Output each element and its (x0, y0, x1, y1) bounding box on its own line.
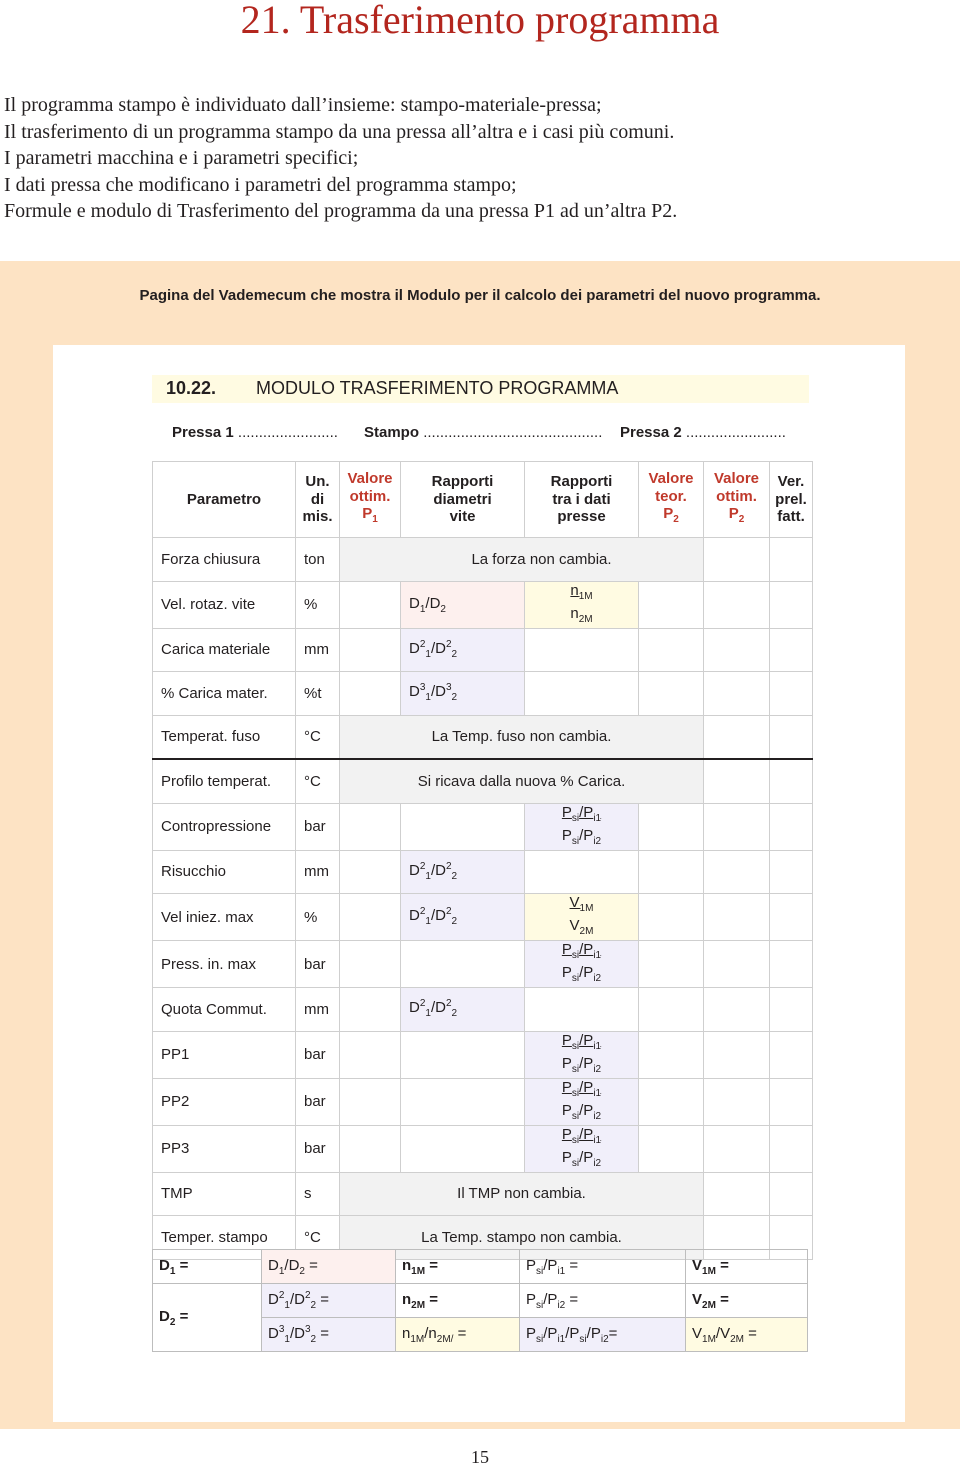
value-cell[interactable] (704, 1125, 770, 1172)
stampo-dots: ........................................... (423, 424, 603, 441)
value-cell[interactable] (340, 628, 401, 672)
param-cell: Quota Commut. (153, 988, 296, 1032)
formula-psi-ratio[interactable]: $P_{si}/P_{i1}/P_{si}/P_{i2}=$ (520, 1318, 686, 1352)
d2-cell[interactable]: $D_2$ = (153, 1284, 262, 1352)
intro-line: Formule e modulo di Trasferimento del programma da una pressa P1 ad un’altra P2. (4, 200, 678, 222)
unit-cell: ton (296, 538, 340, 582)
value-cell[interactable] (704, 715, 770, 759)
diam-ratio-cell (401, 941, 525, 988)
intro-line: Il trasferimento di un programma stampo da una pressa all’altra e i casi più comuni. (4, 120, 675, 143)
stampo-label: Stampo (364, 424, 420, 441)
check-cell[interactable] (770, 759, 813, 803)
param-cell: PP3 (153, 1125, 296, 1172)
value-cell[interactable] (340, 1125, 401, 1172)
pressa2-dots: ........................ (685, 424, 786, 441)
module-title: MODULO TRASFERIMENTO PROGRAMMA (256, 378, 619, 398)
unit-cell: bar (296, 1125, 340, 1172)
unit-cell: mm (296, 988, 340, 1032)
table-row (153, 538, 813, 582)
value-cell[interactable] (340, 894, 401, 941)
press-ratio-cell: $P_{si}/P_{i1}$ $P_{si}/P_{i2}$ (525, 1078, 639, 1125)
value-cell[interactable] (639, 581, 704, 628)
value-cell[interactable] (639, 941, 704, 988)
value-cell[interactable] (340, 1078, 401, 1125)
diam-ratio-cell: $D_1/D_2$ (401, 581, 525, 628)
table-row (153, 581, 813, 628)
table-row (153, 894, 813, 941)
formula-n2m[interactable]: $n_{2M}$ = (396, 1284, 520, 1318)
param-cell: Contropressione (153, 803, 296, 850)
check-cell[interactable] (770, 538, 813, 582)
figure-caption: Pagina del Vademecum che mostra il Modulo per il calcolo dei parametri del nuovo programma. (139, 287, 821, 304)
param-cell: Vel. rotaz. vite (153, 581, 296, 628)
param-cell: PP2 (153, 1078, 296, 1125)
unit-cell: % (296, 581, 340, 628)
formula-table (152, 1249, 808, 1352)
check-cell[interactable] (770, 715, 813, 759)
formula-row (153, 1250, 808, 1284)
formula-psi-pi2[interactable]: $P_{si}/P_{i2}$ = (520, 1284, 686, 1318)
press-ratio-cell (525, 672, 639, 716)
unit-cell: mm (296, 628, 340, 672)
press-ratio-cell (525, 988, 639, 1032)
press-ratio-cell (525, 850, 639, 894)
value-cell[interactable] (639, 850, 704, 894)
press-ratio-cell: $V_{1M}$ $V_{2M}$ (525, 894, 639, 941)
check-cell[interactable] (770, 581, 813, 628)
module-number: 10.22. (166, 378, 217, 398)
header-valore-p2 (704, 462, 770, 538)
note-cell: Si ricava dalla nuova % Carica. (340, 759, 704, 803)
check-cell[interactable] (770, 803, 813, 850)
press-ratio-cell: $P_{si}/P_{i1}$ $P_{si}/P_{i2}$ (525, 1125, 639, 1172)
unit-cell: % (296, 894, 340, 941)
param-cell: Temper. stampo (153, 1216, 296, 1260)
table-row (153, 1125, 813, 1172)
check-cell[interactable] (770, 1078, 813, 1125)
formula-d1-d2[interactable]: $D_1/D_2$ = (262, 1250, 396, 1284)
check-cell[interactable] (770, 1125, 813, 1172)
header-unit-l3: mis. (302, 508, 333, 526)
press-ratio-cell: $P_{si}/P_{i1}$ $P_{si}/P_{i2}$ (525, 941, 639, 988)
check-cell[interactable] (770, 1031, 813, 1078)
pressa1-dots: ........................ (237, 424, 338, 441)
param-cell: Vel iniez. max (153, 894, 296, 941)
press-ratio-cell: $P_{si}/P_{i1}$ $P_{si}/P_{i2}$ (525, 1031, 639, 1078)
value-cell[interactable] (340, 581, 401, 628)
header-rd-l3: vite (449, 508, 476, 526)
diam-ratio-cell: $D^3_1/D^3_2$ (401, 672, 525, 716)
header-rp-l3: presse (557, 508, 606, 526)
note-cell: La forza non cambia. (340, 538, 704, 582)
header-unit (296, 462, 340, 538)
header-vt-l1: Valore (648, 470, 694, 488)
value-cell[interactable] (704, 1031, 770, 1078)
diam-ratio-cell (401, 1078, 525, 1125)
pressa1-field (172, 424, 338, 441)
page-number: 15 (471, 1447, 489, 1467)
unit-cell: bar (296, 1031, 340, 1078)
table-row (153, 672, 813, 716)
value-cell[interactable] (704, 988, 770, 1032)
check-cell[interactable] (770, 894, 813, 941)
diam-ratio-cell (401, 803, 525, 850)
header-rapporti-presse (525, 462, 639, 538)
param-cell: Forza chiusura (153, 538, 296, 582)
diam-ratio-cell (401, 1125, 525, 1172)
param-cell: TMP (153, 1172, 296, 1216)
unit-cell: %t (296, 672, 340, 716)
value-cell[interactable] (704, 672, 770, 716)
value-cell[interactable] (340, 988, 401, 1032)
value-cell[interactable] (704, 1078, 770, 1125)
param-cell: Profilo temperat. (153, 759, 296, 803)
diam-ratio-cell (401, 1031, 525, 1078)
d1-cell[interactable]: $D_1$ = (153, 1250, 262, 1284)
formula-d31-d32[interactable]: $D^3_1/D^3_2$ = (262, 1318, 396, 1352)
value-cell[interactable] (704, 759, 770, 803)
header-valore-p1-l3: $P_1$ (362, 505, 378, 526)
check-cell[interactable] (770, 941, 813, 988)
value-cell[interactable] (639, 628, 704, 672)
value-cell[interactable] (704, 581, 770, 628)
formula-row (153, 1284, 808, 1318)
header-unit-l1: Un. (305, 473, 330, 491)
unit-cell: °C (296, 1216, 340, 1260)
diam-ratio-cell: $D^2_1/D^2_2$ (401, 628, 525, 672)
check-cell[interactable] (770, 988, 813, 1032)
formula-d21-d22[interactable]: $D^2_1/D^2_2$ = (262, 1284, 396, 1318)
intro-line: I dati pressa che modificano i parametri del programma stampo; (4, 173, 517, 196)
header-parametro: Parametro (153, 462, 296, 538)
unit-cell: bar (296, 941, 340, 988)
unit-cell: bar (296, 803, 340, 850)
diam-ratio-cell: $D^2_1/D^2_2$ (401, 988, 525, 1032)
diam-ratio-cell: $D^2_1/D^2_2$ (401, 894, 525, 941)
unit-cell: bar (296, 1078, 340, 1125)
value-cell[interactable] (639, 894, 704, 941)
press-ratio-cell (525, 628, 639, 672)
value-cell[interactable] (704, 894, 770, 941)
table-row (153, 988, 813, 1032)
table-row (153, 715, 813, 759)
note-cell: La Temp. stampo non cambia. (340, 1216, 704, 1260)
param-cell: Carica materiale (153, 628, 296, 672)
check-cell[interactable] (770, 672, 813, 716)
header-rp-l2: tra i dati (552, 490, 611, 508)
value-cell[interactable] (704, 1172, 770, 1216)
header-unit-l2: di (310, 490, 325, 508)
header-verifica (770, 462, 813, 538)
header-vt-l3: $P_2$ (663, 505, 679, 526)
param-cell: % Carica mater. (153, 672, 296, 716)
check-cell[interactable] (770, 1172, 813, 1216)
press-ratio-cell: $P_{si}/P_{i1}$ $P_{si}/P_{i2}$ (525, 803, 639, 850)
intro-text (4, 92, 677, 225)
header-valore-p1-l1: Valore (347, 470, 393, 488)
table-row (153, 941, 813, 988)
table-row (153, 1031, 813, 1078)
header-ver-l3: fatt. (777, 508, 805, 526)
press-ratio-cell: $n_{1M}$ $n_{2M}$ (525, 581, 639, 628)
value-cell[interactable] (639, 988, 704, 1032)
header-rp-l1: Rapporti (550, 473, 613, 491)
check-cell[interactable] (770, 628, 813, 672)
value-cell[interactable] (704, 941, 770, 988)
value-cell[interactable] (639, 672, 704, 716)
unit-cell: mm (296, 850, 340, 894)
param-cell: Temperat. fuso (153, 715, 296, 759)
formula-v2m[interactable]: $V_{2M}$ = (686, 1284, 808, 1318)
intro-line: Il programma stampo è individuato dall’insieme: stampo-materiale-pressa; (4, 94, 602, 116)
header-vp2-l3: $P_2$ (728, 505, 745, 526)
diam-ratio-cell: $D^2_1/D^2_2$ (401, 850, 525, 894)
formula-n1m-n2m[interactable]: $n_{1M}/n_{2M/}$ = (396, 1318, 520, 1352)
header-rd-l2: diametri (433, 490, 492, 508)
pressa2-field (620, 424, 786, 441)
note-cell: La Temp. fuso non cambia. (340, 715, 704, 759)
note-cell: Il TMP non cambia. (340, 1172, 704, 1216)
header-valore-p1-l2: ottim. (349, 487, 391, 505)
value-cell[interactable] (340, 1031, 401, 1078)
unit-cell: °C (296, 715, 340, 759)
page-title: 21. Trasferimento programma (240, 0, 720, 42)
value-cell[interactable] (639, 1031, 704, 1078)
table-row (153, 803, 813, 850)
pressa2-label: Pressa 2 (620, 424, 682, 441)
header-vp2-l1: Valore (713, 470, 760, 488)
header-ver-l1: Ver. (777, 473, 805, 491)
header-rd-l1: Rapporti (431, 473, 494, 491)
transfer-table (152, 461, 813, 1260)
param-cell: Press. in. max (153, 941, 296, 988)
formula-psi-pi1[interactable]: $P_{si}/P_{i1}$ = (520, 1250, 686, 1284)
unit-cell: °C (296, 759, 340, 803)
value-cell[interactable] (340, 941, 401, 988)
value-cell[interactable] (704, 803, 770, 850)
module-header (152, 375, 809, 403)
intro-line: I parametri macchina e i parametri specifici; (4, 147, 359, 169)
value-cell[interactable] (704, 850, 770, 894)
formula-v1m-v2m[interactable]: $V_{1M}/V_{2M}$ = (686, 1318, 808, 1352)
table-row (153, 1078, 813, 1125)
header-vp2-l2: ottim. (716, 487, 757, 505)
table-row (153, 850, 813, 894)
formula-v1m[interactable]: $V_{1M}$ = (686, 1250, 808, 1284)
value-cell[interactable] (639, 803, 704, 850)
table-row (153, 628, 813, 672)
value-cell[interactable] (340, 850, 401, 894)
param-cell: PP1 (153, 1031, 296, 1078)
stampo-field (364, 424, 602, 441)
value-cell[interactable] (340, 672, 401, 716)
check-cell[interactable] (770, 850, 813, 894)
header-rapporti-diametri (401, 462, 525, 538)
param-cell: Risucchio (153, 850, 296, 894)
value-cell[interactable] (639, 1125, 704, 1172)
pressa1-label: Pressa 1 (172, 424, 234, 441)
unit-cell: s (296, 1172, 340, 1216)
header-valore-p1 (340, 462, 401, 538)
value-cell[interactable] (639, 1078, 704, 1125)
value-cell[interactable] (340, 803, 401, 850)
header-vt-l2: teor. (655, 487, 687, 505)
value-cell[interactable] (704, 538, 770, 582)
header-valore-teor (639, 462, 704, 538)
value-cell[interactable] (704, 628, 770, 672)
header-ver-l2: prel. (775, 490, 807, 508)
table-row (153, 1172, 813, 1216)
table-row (153, 759, 813, 803)
header-row (153, 462, 813, 538)
formula-n1m[interactable]: $n_{1M}$ = (396, 1250, 520, 1284)
